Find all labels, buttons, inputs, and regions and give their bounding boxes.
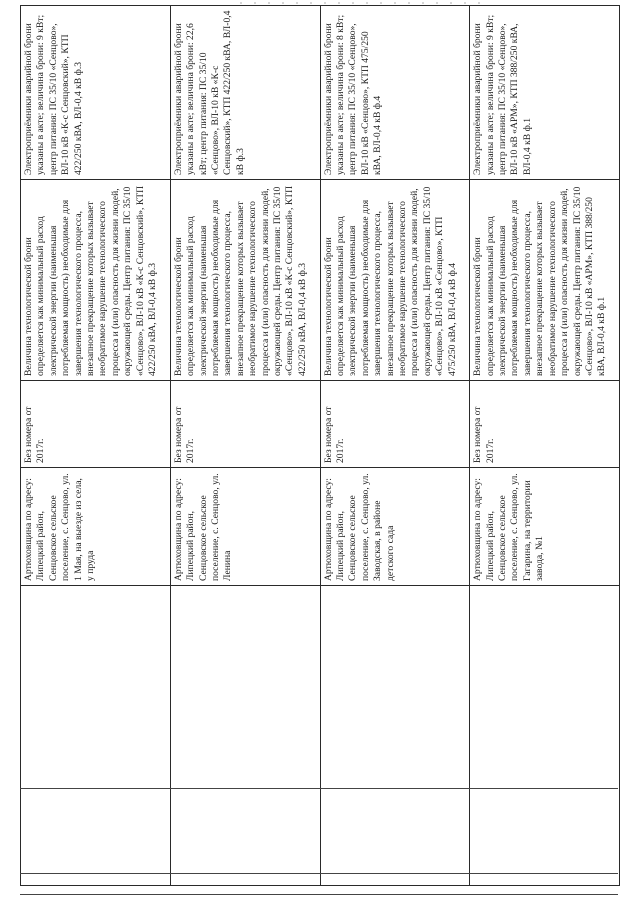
tech-reserve-cell: Величина технологической брони определяется как минимальный расход электрической энергии (наименьшая потребляемая мощность) необходимые для завершения технологического процесса, внезапное прекращение которых вызывает необратимое нарушение технологического процесса и (или) опасность для жизни людей, окружающей среды. Центр питания: ПС 35/10 «Сенцово», ВЛ-10 кВ «К-с Сенцовский», КТП 422/250 кВА, ВЛ-0,4 кВ ф.3 — [21, 180, 171, 381]
address-cell: Артюховщина по адресу: Липецкий район, Сенцовское сельское поселение, с. Сенцово, ул. Ленина — [170, 468, 320, 586]
table-row — [470, 6, 620, 886]
empty-cell — [170, 586, 320, 886]
empty-cell — [21, 586, 171, 886]
rotated-table-wrapper — [20, 6, 620, 886]
emergency-reserve-table — [20, 5, 620, 886]
page-rule — [20, 873, 618, 874]
emergency-reserve-cell: Электроприёмники аварийной брони указаны в акте; величина брони: 8 кВт; центр питания: ПС 35/10 «Сенцово», ВЛ-10 кВ «Сенцово», КТП 475/250 кВА, ВЛ-0,4 кВ ф.4 — [320, 6, 470, 180]
page-rule — [20, 788, 618, 789]
address-cell: Артюховщина по адресу: Липецкий район, Сенцовское сельское поселение, с. Сенцово, ул. Гагарина, на территории завода, №1 — [470, 468, 620, 586]
tech-reserve-cell: Величина технологической брони определяется как минимальный расход электрической энергии (наименьшая потребляемая мощность) необходимые для завершения технологического процесса, внезапное прекращение которых вызывает необратимое нарушение технологического процесса и (или) опасность для жизни людей, окружающей среды. Центр питания: ПС 35/10 «Сенцово», ВЛ-10 кВ «Сенцово», КТП 475/250 кВА, ВЛ-0,4 кВ ф.4 — [320, 180, 470, 381]
act-number-cell: Без номера от 2017г. — [170, 381, 320, 468]
address-cell: Артюховщина по адресу: Липецкий район, Сенцовское сельское поселение, с. Сенцово, ул. 1 Мая, на выезде из села, у пруда — [21, 468, 171, 586]
act-number-cell: Без номера от 2017г. — [21, 381, 171, 468]
act-number-cell: Без номера от 2017г. — [320, 381, 470, 468]
table-row — [320, 6, 470, 886]
emergency-reserve-cell: Электроприёмники аварийной брони указаны в акте; величина брони: 9 кВт; центр питания: ПС 35/10 «Сенцово», ВЛ-10 кВ «К-с Сенцовский», КТП 422/250 кВА, ВЛ-0,4 кВ ф.3 — [21, 6, 171, 180]
page-rule — [20, 894, 618, 895]
tech-reserve-cell: Величина технологической брони определяется как минимальный расход электрической энергии (наименьшая потребляемая мощность) необходимые для завершения технологического процесса, внезапное прекращение которых вызывает необратимое нарушение технологического процесса и (или) опасность для жизни людей, окружающей среды. Центр питания: ПС 35/10 «Сенцово», ВЛ-10 кВ «АРМ», КТП 388/250 кВА, ВЛ-0,4 кВ ф.1 — [470, 180, 620, 381]
table-row — [170, 6, 320, 886]
table-row — [21, 6, 171, 886]
emergency-reserve-cell: Электроприёмники аварийной брони указаны в акте; величина брони: 9 кВт; центр питания: ПС 35/10 «Сенцово», ВЛ-10 кВ «АРМ», КТП 388/250 кВА, ВЛ-0,4 кВ ф.1 — [470, 6, 620, 180]
emergency-reserve-cell: Электроприёмники аварийной брони указаны в акте; величина брони: 22,6 кВт; центр питания: ПС 35/10 «Сенцово», ВЛ-10 кВ «К-с Сенцовский», КТП 422/250 кВА, ВЛ-0,4 кВ ф.3 — [170, 6, 320, 180]
empty-cell — [470, 586, 620, 886]
act-number-cell: Без номера от 2017г. — [470, 381, 620, 468]
address-cell: Артюховщина по адресу: Липецкий район, Сенцовское сельское поселение, с. Сенцово, ул. Заводская, в районе детского сада — [320, 468, 470, 586]
scan-specks — [240, 2, 480, 4]
empty-cell — [320, 586, 470, 886]
tech-reserve-cell: Величина технологической брони определяется как минимальный расход электрической энергии (наименьшая потребляемая мощность) необходимые для завершения технологического процесса, внезапное прекращение которых вызывает необратимое нарушение технологического процесса и (или) опасность для жизни людей, окружающей среды. Центр питания: ПС 35/10 «Сенцово», ВЛ-10 кВ «К-с Сенцовский», КТП 422/250 кВА, ВЛ-0,4 кВ ф.3 — [170, 180, 320, 381]
